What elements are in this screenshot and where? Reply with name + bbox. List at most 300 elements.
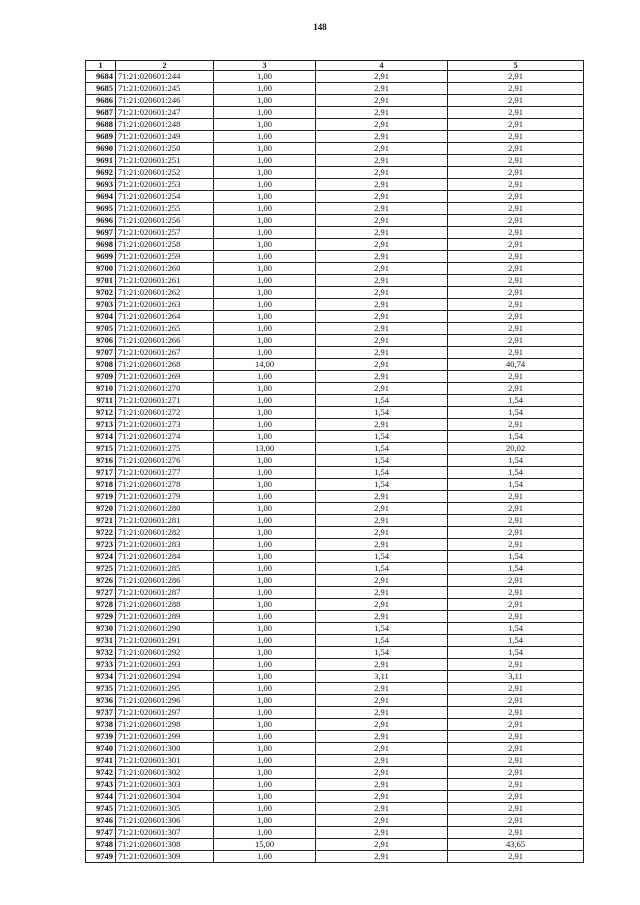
- cadastral-number-cell: 71:21:020601:261: [116, 275, 214, 287]
- rate-value-cell: 2,91: [316, 83, 448, 95]
- table-row: [86, 827, 584, 839]
- area-value-cell: 1,00: [214, 683, 316, 695]
- cadastral-number-cell: 71:21:020601:293: [116, 659, 214, 671]
- row-number-cell: 9712: [86, 407, 116, 419]
- area-value-cell: 1,00: [214, 551, 316, 563]
- total-value-cell: 1,54: [448, 551, 584, 563]
- row-number-cell: 9690: [86, 143, 116, 155]
- table-row: [86, 383, 584, 395]
- total-value-cell: 43,65: [448, 839, 584, 851]
- area-value-cell: 1,00: [214, 275, 316, 287]
- table-row: [86, 707, 584, 719]
- area-value-cell: 1,00: [214, 419, 316, 431]
- rate-value-cell: 2,91: [316, 851, 448, 863]
- table-header: [86, 61, 584, 71]
- row-number-cell: 9688: [86, 119, 116, 131]
- cadastral-number-cell: 71:21:020601:297: [116, 707, 214, 719]
- total-value-cell: 2,91: [448, 791, 584, 803]
- table-row: [86, 287, 584, 299]
- cadastral-number-cell: 71:21:020601:254: [116, 191, 214, 203]
- rate-value-cell: 1,54: [316, 647, 448, 659]
- area-value-cell: 1,00: [214, 395, 316, 407]
- cadastral-number-cell: 71:21:020601:266: [116, 335, 214, 347]
- total-value-cell: 2,91: [448, 227, 584, 239]
- rate-value-cell: 2,91: [316, 107, 448, 119]
- row-number-cell: 9704: [86, 311, 116, 323]
- table-row: [86, 107, 584, 119]
- area-value-cell: 1,00: [214, 119, 316, 131]
- total-value-cell: 2,91: [448, 275, 584, 287]
- cadastral-number-cell: 71:21:020601:263: [116, 299, 214, 311]
- total-value-cell: 40,74: [448, 359, 584, 371]
- area-value-cell: 1,00: [214, 575, 316, 587]
- row-number-cell: 9703: [86, 299, 116, 311]
- area-value-cell: 1,00: [214, 815, 316, 827]
- rate-value-cell: 2,91: [316, 503, 448, 515]
- table-row: [86, 443, 584, 455]
- total-value-cell: 2,91: [448, 659, 584, 671]
- table-row: [86, 239, 584, 251]
- rate-value-cell: 2,91: [316, 587, 448, 599]
- rate-value-cell: 2,91: [316, 311, 448, 323]
- total-value-cell: 1,54: [448, 623, 584, 635]
- cadastral-number-cell: 71:21:020601:305: [116, 803, 214, 815]
- row-number-cell: 9695: [86, 203, 116, 215]
- row-number-cell: 9742: [86, 767, 116, 779]
- rate-value-cell: 2,91: [316, 131, 448, 143]
- total-value-cell: 2,91: [448, 383, 584, 395]
- cadastral-number-cell: 71:21:020601:268: [116, 359, 214, 371]
- cadastral-number-cell: 71:21:020601:252: [116, 167, 214, 179]
- cadastral-number-cell: 71:21:020601:258: [116, 239, 214, 251]
- rate-value-cell: 2,91: [316, 263, 448, 275]
- rate-value-cell: 2,91: [316, 827, 448, 839]
- total-value-cell: 2,91: [448, 767, 584, 779]
- total-value-cell: 2,91: [448, 143, 584, 155]
- row-number-cell: 9699: [86, 251, 116, 263]
- area-value-cell: 1,00: [214, 71, 316, 83]
- area-value-cell: 1,00: [214, 131, 316, 143]
- rate-value-cell: 2,91: [316, 251, 448, 263]
- rate-value-cell: 1,54: [316, 635, 448, 647]
- rate-value-cell: 1,54: [316, 467, 448, 479]
- total-value-cell: 2,91: [448, 851, 584, 863]
- row-number-cell: 9706: [86, 335, 116, 347]
- total-value-cell: 2,91: [448, 239, 584, 251]
- cadastral-number-cell: 71:21:020601:302: [116, 767, 214, 779]
- area-value-cell: 1,00: [214, 539, 316, 551]
- row-number-cell: 9687: [86, 107, 116, 119]
- cadastral-number-cell: 71:21:020601:291: [116, 635, 214, 647]
- area-value-cell: 1,00: [214, 239, 316, 251]
- table-row: [86, 719, 584, 731]
- area-value-cell: 1,00: [214, 827, 316, 839]
- row-number-cell: 9725: [86, 563, 116, 575]
- total-value-cell: 2,91: [448, 167, 584, 179]
- rate-value-cell: 2,91: [316, 527, 448, 539]
- column-header: 5: [448, 61, 584, 71]
- table-row: [86, 299, 584, 311]
- total-value-cell: 2,91: [448, 743, 584, 755]
- cadastral-number-cell: 71:21:020601:246: [116, 95, 214, 107]
- rate-value-cell: 1,54: [316, 395, 448, 407]
- cadastral-number-cell: 71:21:020601:270: [116, 383, 214, 395]
- area-value-cell: 14,00: [214, 359, 316, 371]
- total-value-cell: 1,54: [448, 395, 584, 407]
- area-value-cell: 1,00: [214, 311, 316, 323]
- table-row: [86, 647, 584, 659]
- row-number-cell: 9686: [86, 95, 116, 107]
- cadastral-number-cell: 71:21:020601:289: [116, 611, 214, 623]
- table-row: [86, 431, 584, 443]
- row-number-cell: 9692: [86, 167, 116, 179]
- area-value-cell: 1,00: [214, 623, 316, 635]
- row-number-cell: 9739: [86, 731, 116, 743]
- total-value-cell: 2,91: [448, 575, 584, 587]
- cadastral-number-cell: 71:21:020601:247: [116, 107, 214, 119]
- total-value-cell: 2,91: [448, 731, 584, 743]
- table-row: [86, 659, 584, 671]
- table-row: [86, 623, 584, 635]
- rate-value-cell: 2,91: [316, 743, 448, 755]
- total-value-cell: 2,91: [448, 287, 584, 299]
- area-value-cell: 1,00: [214, 191, 316, 203]
- row-number-cell: 9701: [86, 275, 116, 287]
- total-value-cell: 2,91: [448, 803, 584, 815]
- cadastral-number-cell: 71:21:020601:265: [116, 323, 214, 335]
- rate-value-cell: 2,91: [316, 731, 448, 743]
- row-number-cell: 9710: [86, 383, 116, 395]
- area-value-cell: 1,00: [214, 791, 316, 803]
- area-value-cell: 1,00: [214, 203, 316, 215]
- cadastral-number-cell: 71:21:020601:276: [116, 455, 214, 467]
- area-value-cell: 1,00: [214, 335, 316, 347]
- row-number-cell: 9735: [86, 683, 116, 695]
- table-row: [86, 743, 584, 755]
- total-value-cell: 2,91: [448, 815, 584, 827]
- cadastral-number-cell: 71:21:020601:245: [116, 83, 214, 95]
- table-body: [86, 71, 584, 863]
- area-value-cell: 1,00: [214, 407, 316, 419]
- table-row: [86, 251, 584, 263]
- total-value-cell: 2,91: [448, 119, 584, 131]
- total-value-cell: 2,91: [448, 827, 584, 839]
- table-row: [86, 815, 584, 827]
- rate-value-cell: 2,91: [316, 815, 448, 827]
- table-row: [86, 119, 584, 131]
- cadastral-number-cell: 71:21:020601:287: [116, 587, 214, 599]
- row-number-cell: 9707: [86, 347, 116, 359]
- row-number-cell: 9747: [86, 827, 116, 839]
- table-row: [86, 95, 584, 107]
- total-value-cell: 2,91: [448, 707, 584, 719]
- row-number-cell: 9722: [86, 527, 116, 539]
- row-number-cell: 9697: [86, 227, 116, 239]
- area-value-cell: 1,00: [214, 743, 316, 755]
- table-row: [86, 371, 584, 383]
- cadastral-number-cell: 71:21:020601:278: [116, 479, 214, 491]
- rate-value-cell: 3,11: [316, 671, 448, 683]
- row-number-cell: 9714: [86, 431, 116, 443]
- table-row: [86, 227, 584, 239]
- total-value-cell: 2,91: [448, 491, 584, 503]
- total-value-cell: 2,91: [448, 611, 584, 623]
- total-value-cell: 2,91: [448, 503, 584, 515]
- area-value-cell: 1,00: [214, 107, 316, 119]
- rate-value-cell: 2,91: [316, 191, 448, 203]
- rate-value-cell: 2,91: [316, 323, 448, 335]
- row-number-cell: 9696: [86, 215, 116, 227]
- cadastral-number-cell: 71:21:020601:248: [116, 119, 214, 131]
- total-value-cell: 2,91: [448, 347, 584, 359]
- cadastral-number-cell: 71:21:020601:298: [116, 719, 214, 731]
- rate-value-cell: 2,91: [316, 419, 448, 431]
- area-value-cell: 1,00: [214, 479, 316, 491]
- total-value-cell: 2,91: [448, 251, 584, 263]
- row-number-cell: 9730: [86, 623, 116, 635]
- table-row: [86, 779, 584, 791]
- cadastral-number-cell: 71:21:020601:249: [116, 131, 214, 143]
- total-value-cell: 2,91: [448, 95, 584, 107]
- row-number-cell: 9709: [86, 371, 116, 383]
- cadastral-number-cell: 71:21:020601:279: [116, 491, 214, 503]
- total-value-cell: 2,91: [448, 191, 584, 203]
- rate-value-cell: 2,91: [316, 347, 448, 359]
- area-value-cell: 1,00: [214, 755, 316, 767]
- table-row: [86, 215, 584, 227]
- table-row: [86, 155, 584, 167]
- rate-value-cell: 1,54: [316, 479, 448, 491]
- row-number-cell: 9716: [86, 455, 116, 467]
- row-number-cell: 9746: [86, 815, 116, 827]
- row-number-cell: 9715: [86, 443, 116, 455]
- table-row: [86, 587, 584, 599]
- cadastral-number-cell: 71:21:020601:275: [116, 443, 214, 455]
- total-value-cell: 2,91: [448, 323, 584, 335]
- area-value-cell: 1,00: [214, 299, 316, 311]
- cadastral-number-cell: 71:21:020601:296: [116, 695, 214, 707]
- area-value-cell: 1,00: [214, 851, 316, 863]
- rate-value-cell: 2,91: [316, 599, 448, 611]
- row-number-cell: 9734: [86, 671, 116, 683]
- table-row: [86, 671, 584, 683]
- area-value-cell: 1,00: [214, 431, 316, 443]
- rate-value-cell: 2,91: [316, 683, 448, 695]
- rate-value-cell: 2,91: [316, 539, 448, 551]
- header-row: [86, 61, 584, 71]
- row-number-cell: 9705: [86, 323, 116, 335]
- rate-value-cell: 2,91: [316, 155, 448, 167]
- total-value-cell: 1,54: [448, 479, 584, 491]
- row-number-cell: 9698: [86, 239, 116, 251]
- rate-value-cell: 2,91: [316, 179, 448, 191]
- row-number-cell: 9719: [86, 491, 116, 503]
- rate-value-cell: 2,91: [316, 383, 448, 395]
- cadastral-number-cell: 71:21:020601:260: [116, 263, 214, 275]
- row-number-cell: 9727: [86, 587, 116, 599]
- area-value-cell: 1,00: [214, 515, 316, 527]
- rate-value-cell: 2,91: [316, 779, 448, 791]
- row-number-cell: 9737: [86, 707, 116, 719]
- rate-value-cell: 2,91: [316, 719, 448, 731]
- cadastral-number-cell: 71:21:020601:274: [116, 431, 214, 443]
- table-row: [86, 767, 584, 779]
- rate-value-cell: 2,91: [316, 515, 448, 527]
- area-value-cell: 15,00: [214, 839, 316, 851]
- table-row: [86, 515, 584, 527]
- row-number-cell: 9740: [86, 743, 116, 755]
- table-row: [86, 311, 584, 323]
- table-row: [86, 275, 584, 287]
- row-number-cell: 9745: [86, 803, 116, 815]
- area-value-cell: 1,00: [214, 587, 316, 599]
- rate-value-cell: 2,91: [316, 839, 448, 851]
- row-number-cell: 9726: [86, 575, 116, 587]
- total-value-cell: 1,54: [448, 635, 584, 647]
- area-value-cell: 1,00: [214, 503, 316, 515]
- table-row: [86, 803, 584, 815]
- cadastral-number-cell: 71:21:020601:250: [116, 143, 214, 155]
- area-value-cell: 1,00: [214, 563, 316, 575]
- cadastral-number-cell: 71:21:020601:304: [116, 791, 214, 803]
- cadastral-number-cell: 71:21:020601:255: [116, 203, 214, 215]
- table-row: [86, 551, 584, 563]
- area-value-cell: 1,00: [214, 647, 316, 659]
- cadastral-number-cell: 71:21:020601:262: [116, 287, 214, 299]
- total-value-cell: 2,91: [448, 107, 584, 119]
- area-value-cell: 1,00: [214, 179, 316, 191]
- rate-value-cell: 1,54: [316, 551, 448, 563]
- column-header: 2: [116, 61, 214, 71]
- cadastral-number-cell: 71:21:020601:253: [116, 179, 214, 191]
- rate-value-cell: 2,91: [316, 371, 448, 383]
- rate-value-cell: 1,54: [316, 455, 448, 467]
- page-number: 148: [313, 22, 327, 32]
- row-number-cell: 9732: [86, 647, 116, 659]
- cadastral-number-cell: 71:21:020601:277: [116, 467, 214, 479]
- row-number-cell: 9721: [86, 515, 116, 527]
- table-row: [86, 467, 584, 479]
- row-number-cell: 9748: [86, 839, 116, 851]
- area-value-cell: 1,00: [214, 323, 316, 335]
- cadastral-number-cell: 71:21:020601:271: [116, 395, 214, 407]
- table-row: [86, 563, 584, 575]
- row-number-cell: 9685: [86, 83, 116, 95]
- total-value-cell: 1,54: [448, 467, 584, 479]
- row-number-cell: 9711: [86, 395, 116, 407]
- rate-value-cell: 2,91: [316, 755, 448, 767]
- cadastral-number-cell: 71:21:020601:257: [116, 227, 214, 239]
- area-value-cell: 1,00: [214, 371, 316, 383]
- total-value-cell: 2,91: [448, 299, 584, 311]
- area-value-cell: 1,00: [214, 659, 316, 671]
- total-value-cell: 2,91: [448, 131, 584, 143]
- total-value-cell: 2,91: [448, 683, 584, 695]
- rate-value-cell: 1,54: [316, 623, 448, 635]
- area-value-cell: 1,00: [214, 695, 316, 707]
- table-row: [86, 191, 584, 203]
- table-row: [86, 395, 584, 407]
- rate-value-cell: 2,91: [316, 791, 448, 803]
- table-row: [86, 419, 584, 431]
- total-value-cell: 2,91: [448, 335, 584, 347]
- rate-value-cell: 2,91: [316, 71, 448, 83]
- area-value-cell: 1,00: [214, 227, 316, 239]
- total-value-cell: 2,91: [448, 155, 584, 167]
- rate-value-cell: 2,91: [316, 299, 448, 311]
- row-number-cell: 9731: [86, 635, 116, 647]
- rate-value-cell: 1,54: [316, 443, 448, 455]
- area-value-cell: 1,00: [214, 155, 316, 167]
- cadastral-number-cell: 71:21:020601:284: [116, 551, 214, 563]
- rate-value-cell: 2,91: [316, 215, 448, 227]
- total-value-cell: 2,91: [448, 83, 584, 95]
- total-value-cell: 2,91: [448, 311, 584, 323]
- cadastral-number-cell: 71:21:020601:288: [116, 599, 214, 611]
- rate-value-cell: 2,91: [316, 143, 448, 155]
- cadastral-number-cell: 71:21:020601:300: [116, 743, 214, 755]
- rate-value-cell: 2,91: [316, 167, 448, 179]
- row-number-cell: 9718: [86, 479, 116, 491]
- row-number-cell: 9713: [86, 419, 116, 431]
- rate-value-cell: 2,91: [316, 287, 448, 299]
- cadastral-number-cell: 71:21:020601:301: [116, 755, 214, 767]
- table-row: [86, 791, 584, 803]
- table-row: [86, 695, 584, 707]
- table-row: [86, 131, 584, 143]
- table-row: [86, 839, 584, 851]
- row-number-cell: 9691: [86, 155, 116, 167]
- rate-value-cell: 2,91: [316, 767, 448, 779]
- total-value-cell: 1,54: [448, 431, 584, 443]
- rate-value-cell: 1,54: [316, 431, 448, 443]
- rate-value-cell: 2,91: [316, 695, 448, 707]
- row-number-cell: 9700: [86, 263, 116, 275]
- total-value-cell: 2,91: [448, 515, 584, 527]
- area-value-cell: 1,00: [214, 731, 316, 743]
- row-number-cell: 9723: [86, 539, 116, 551]
- rate-value-cell: 2,91: [316, 707, 448, 719]
- total-value-cell: 2,91: [448, 179, 584, 191]
- area-value-cell: 1,00: [214, 83, 316, 95]
- cadastral-number-cell: 71:21:020601:292: [116, 647, 214, 659]
- table-row: [86, 539, 584, 551]
- row-number-cell: 9729: [86, 611, 116, 623]
- table-row: [86, 755, 584, 767]
- table-row: [86, 335, 584, 347]
- cadastral-number-cell: 71:21:020601:308: [116, 839, 214, 851]
- table-row: [86, 575, 584, 587]
- area-value-cell: 1,00: [214, 143, 316, 155]
- table-row: [86, 455, 584, 467]
- total-value-cell: 2,91: [448, 719, 584, 731]
- total-value-cell: 2,91: [448, 215, 584, 227]
- cadastral-number-cell: 71:21:020601:256: [116, 215, 214, 227]
- rate-value-cell: 2,91: [316, 491, 448, 503]
- table-row: [86, 359, 584, 371]
- table-row: [86, 347, 584, 359]
- rate-value-cell: 2,91: [316, 227, 448, 239]
- row-number-cell: 9741: [86, 755, 116, 767]
- total-value-cell: 1,54: [448, 455, 584, 467]
- total-value-cell: 2,91: [448, 419, 584, 431]
- area-value-cell: 1,00: [214, 167, 316, 179]
- cadastral-number-cell: 71:21:020601:307: [116, 827, 214, 839]
- rate-value-cell: 2,91: [316, 119, 448, 131]
- column-header: 3: [214, 61, 316, 71]
- table-row: [86, 167, 584, 179]
- area-value-cell: 1,00: [214, 251, 316, 263]
